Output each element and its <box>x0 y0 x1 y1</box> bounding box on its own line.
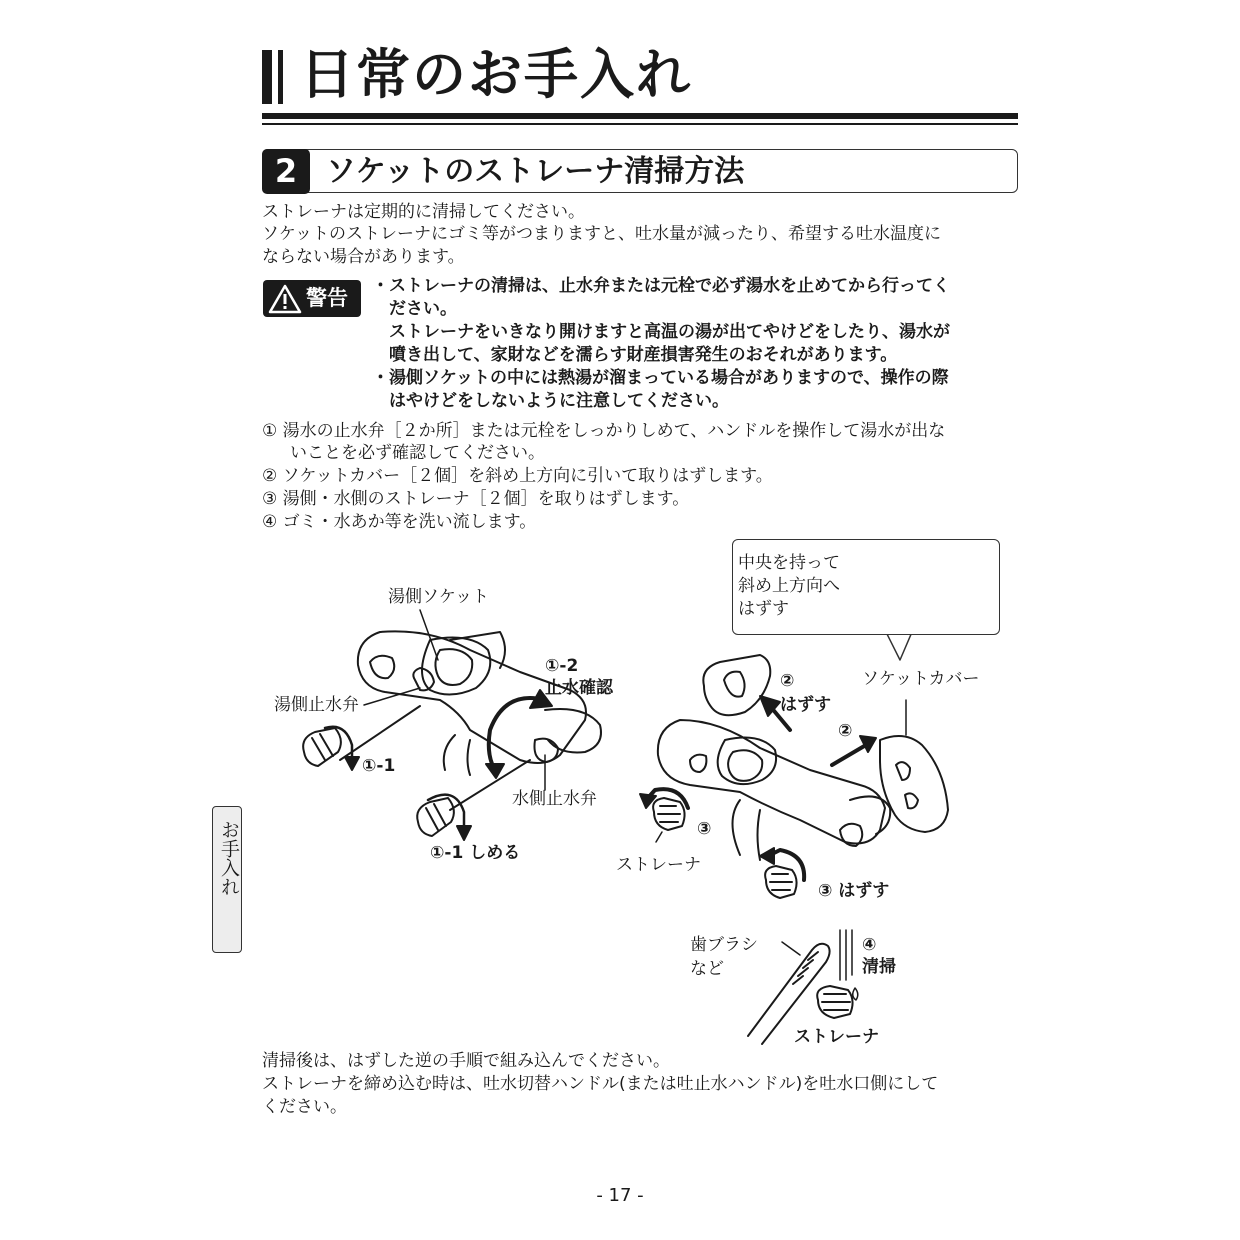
warning-line: ださい。 <box>389 299 457 319</box>
callout-line: はずす <box>738 599 789 619</box>
page-title: 日常のお手入れ <box>300 43 692 106</box>
intro-line: ソケットのストレーナにゴミ等がつまりますと、吐水量が減ったり、希望する吐水温度に <box>262 224 941 244</box>
after-line: 清掃後は、はずした逆の手順で組み込んでください。 <box>262 1051 670 1071</box>
label-step-2b: ② <box>838 721 853 741</box>
label-stop-check: 止水確認 <box>545 678 613 698</box>
after-line: ストレーナを締め込む時は、吐水切替ハンドル(または吐止水ハンドル)を吐水口側にして <box>262 1074 939 1094</box>
warning-line: ・湯側ソケットの中には熱湯が溜まっている場合がありますので、操作の際 <box>372 368 949 388</box>
callout-line: 斜め上方向へ <box>738 576 840 596</box>
label-step-2: ② <box>780 671 795 691</box>
label-step-1-1-close: ①-1 しめる <box>430 843 521 863</box>
after-line: ください。 <box>262 1097 347 1117</box>
label-hot-socket: 湯側ソケット <box>388 587 489 607</box>
label-step-1-1: ①-1 <box>362 756 396 776</box>
section-number: 2 <box>262 149 310 194</box>
warning-line: はやけどをしないように注意してください。 <box>389 391 729 411</box>
warning-line: ストレーナをいきなり開けますと高温の湯が出てやけどをしたり、湯水が <box>389 322 950 342</box>
intro-line: ストレーナは定期的に清掃してください。 <box>262 202 585 222</box>
warning-line: 噴き出して、家財などを濡らす財産損害発生のおそれがあります。 <box>389 345 898 365</box>
label-cold-valve: 水側止水弁 <box>512 789 597 809</box>
label-step-3: ③ <box>697 819 712 839</box>
page-number: - 17 - <box>596 1185 644 1206</box>
label-step-3-remove: ③ はずす <box>818 881 890 901</box>
warning-line: ・ストレーナの清掃は、止水弁または元栓で必ず湯水を止めてから行ってく <box>372 276 950 296</box>
label-socket-cover: ソケットカバー <box>862 669 980 689</box>
label-strainer-left: ストレーナ <box>616 855 701 875</box>
label-remove: はずす <box>780 695 831 715</box>
label-strainer-bottom: ストレーナ <box>794 1027 879 1047</box>
warning-label: 警告 <box>306 286 348 310</box>
step-line: ③ 湯側・水側のストレーナ［２個］を取りはずします。 <box>262 489 690 509</box>
label-step-1-2: ①-2 <box>545 656 579 676</box>
label-step-4: ④ <box>862 935 877 955</box>
label-hot-valve: 湯側止水弁 <box>274 695 359 715</box>
step-line: ④ ゴミ・水あか等を洗い流します。 <box>262 512 537 532</box>
side-tab-label: お手入れ <box>218 820 240 896</box>
intro-line: ならない場合があります。 <box>262 247 465 267</box>
section-title: ソケットのストレーナ清掃方法 <box>326 154 745 189</box>
step-line: いことを必ず確認してください。 <box>290 443 545 463</box>
step-line: ① 湯水の止水弁［２か所］または元栓をしっかりしめて、ハンドルを操作して湯水が出な <box>262 421 946 441</box>
label-clean: 清掃 <box>862 957 896 977</box>
callout-line: 中央を持って <box>738 553 840 573</box>
label-toothbrush-etc: など <box>690 959 724 979</box>
label-toothbrush: 歯ブラシ <box>690 935 758 955</box>
step-line: ② ソケットカバー［２個］を斜め上方向に引いて取りはずします。 <box>262 466 773 486</box>
